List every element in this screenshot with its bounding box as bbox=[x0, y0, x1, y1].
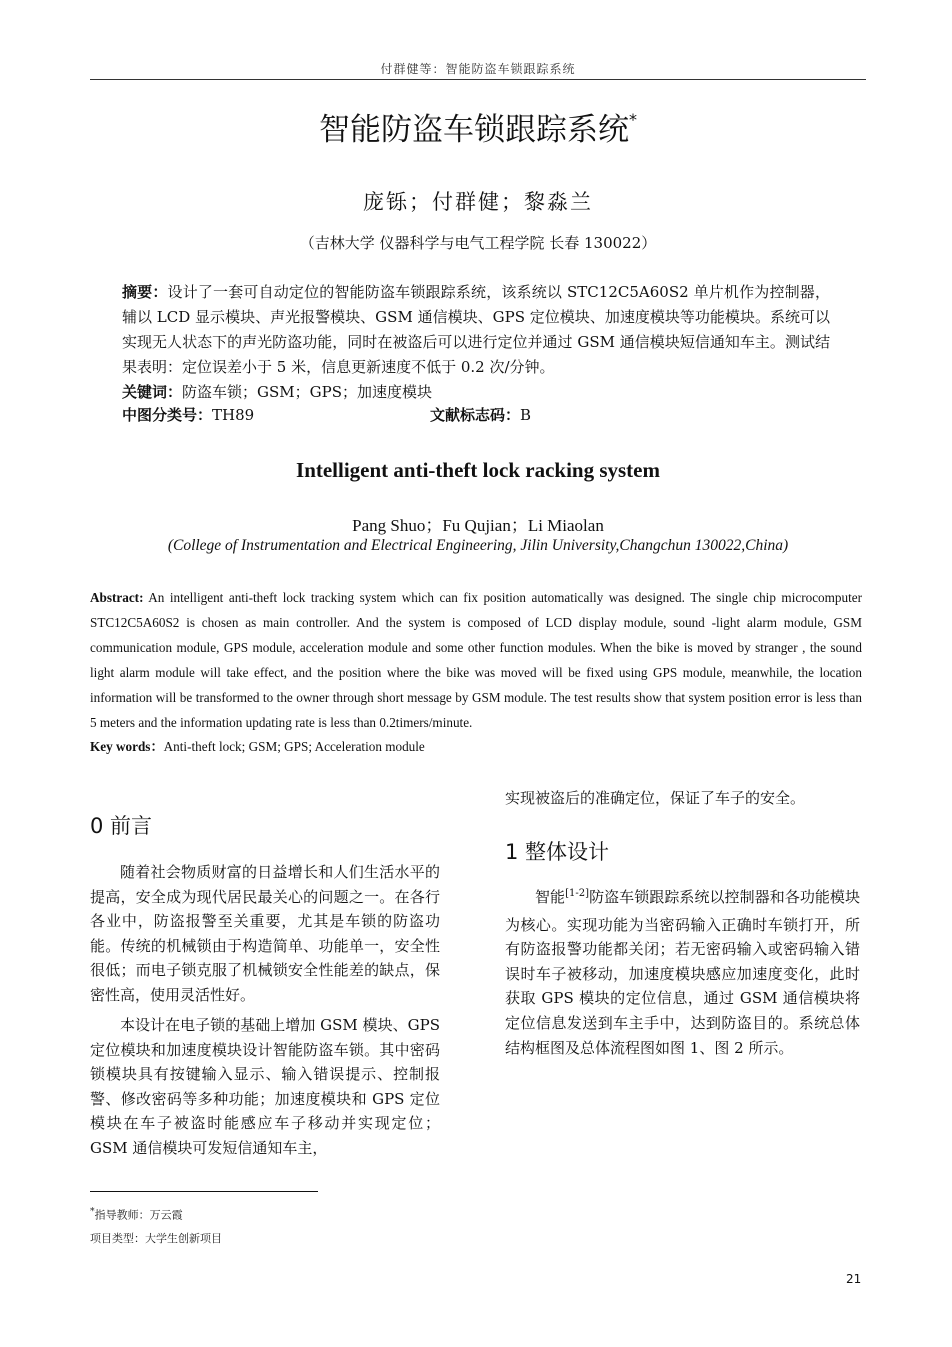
section-0-paragraph-1: 随着社会物质财富的日益增长和人们生活水平的提高，安全成为现代居民最关心的问题之一。在各行各业中，防盗报警至关重要，尤其是车锁的防盗功能。传统的机械锁由于构造简单、功能单一，安全性很低；而电子锁克服了机械锁安全性能差的缺点，保密性高，使用灵活性好。 bbox=[90, 863, 440, 1004]
page-number: 21 bbox=[846, 1272, 862, 1286]
section-0-paragraph-2: 本设计在电子锁的基础上增加 GSM 模块、GPS 定位模块和加速度模块设计智能防盗车锁。其中密码锁模块具有按键输入显示、输入错误提示、控制报警、修改密码等多种功能；加速度模块和 GPS 定位模块在车子被盗时能感应车子移动并实现定位；GSM 通信模块可发短信通知车主， bbox=[90, 1016, 440, 1157]
keywords-en-label: Key words： bbox=[90, 739, 164, 754]
doc-code-label: 文献标志码： bbox=[430, 406, 521, 424]
section-1-text-start: 智能 bbox=[535, 888, 566, 906]
doc-code bbox=[430, 404, 531, 425]
paper-title-cn-text: 智能防盗车锁跟踪系统 bbox=[319, 112, 629, 148]
section-1-heading: 1 整体设计 bbox=[505, 840, 610, 864]
abstract-cn bbox=[122, 280, 830, 405]
keywords-en bbox=[90, 736, 862, 755]
abstract-en bbox=[90, 585, 862, 735]
keywords-cn-text: 防盗车锁；GSM；GPS；加速度模块 bbox=[182, 383, 432, 401]
section-0-heading: 0 前言 bbox=[90, 814, 153, 838]
classification-value: TH89 bbox=[212, 406, 255, 424]
abstract-en-text: An intelligent anti-theft lock tracking system which can fix position automatically was designed. The single chip microcomputer STC12C5A60S2 is chosen as main controller. And the system is composed of LCD display module, sound -light alarm module, GSM communication module, GPS module, acceleration module and some other function modules. When the bike is moved by stranger , the sound light alarm module will take effect, and the position where the bike was moved will be fixed using GPS module, meanwhile, the location information will be transformed to the owner through short message by GSM module. The test results show that system position error is less than 5 meters and the information updating rate is less than 0.2timers/minute. bbox=[90, 590, 862, 730]
footnote bbox=[90, 1200, 222, 1250]
footnote-project: 项目类型：大学生创新项目 bbox=[90, 1231, 222, 1245]
section-1-text-rest: 防盗车锁跟踪系统以控制器和各功能模块为核心。实现功能为当密码输入正确时车锁打开，所有防盗报警功能都关闭；若无密码输入或密码输入错误时车子被移动，加速度模块感应加速度变化，此时获取 GPS 模块的定位信息，通过 GSM 通信模块将定位信息发送到车主手中，达到防盗目的。系统总体结构框图及总体流程图如图 1、图 2 所示。 bbox=[505, 888, 860, 1057]
keywords-en-text: Anti-theft lock; GSM; GPS; Acceleration module bbox=[163, 739, 425, 754]
classification bbox=[122, 406, 254, 424]
paper-title-cn bbox=[90, 104, 866, 149]
keywords-cn-label: 关键词： bbox=[122, 383, 183, 401]
citation-ref: [1-2] bbox=[565, 888, 590, 899]
footnote-advisor bbox=[90, 1200, 222, 1227]
authors-en: Pang Shuo；Fu Qujian；Li Miaolan bbox=[352, 516, 604, 535]
paper-title-en: Intelligent anti-theft lock racking system bbox=[296, 458, 660, 482]
title-footnote-mark: * bbox=[629, 109, 637, 129]
keywords-cn bbox=[122, 380, 830, 405]
abstract-cn-paragraph bbox=[122, 280, 830, 380]
footnote-advisor-text: 指导教师：万云霞 bbox=[94, 1208, 183, 1222]
section-1-paragraph-1 bbox=[505, 885, 860, 1060]
abstract-en-label: Abstract: bbox=[90, 590, 144, 605]
affiliation-cn: （吉林大学 仪器科学与电气工程学院 长春 130022） bbox=[299, 234, 657, 252]
doc-code-value: B bbox=[520, 406, 532, 424]
abstract-cn-label: 摘要： bbox=[122, 283, 168, 301]
running-header: 付群健等：智能防盗车锁跟踪系统 bbox=[380, 62, 576, 76]
classification-label: 中图分类号： bbox=[122, 406, 213, 424]
affiliation-en: (College of Instrumentation and Electrical Engineering, Jilin University,Changchun 130022,China) bbox=[167, 537, 789, 554]
footnote-mark: * bbox=[90, 1206, 95, 1217]
right-column-continuation: 实现被盗后的准确定位，保证了车子的安全。 bbox=[505, 789, 806, 807]
abstract-cn-text: 设计了一套可自动定位的智能防盗车锁跟踪系统，该系统以 STC12C5A60S2 单片机作为控制器，辅以 LCD 显示模块、声光报警模块、GSM 通信模块、GPS 定位模块、加速度模块等功能模块。系统可以实现无人状态下的声光防盗功能，同时在被盗后可以进行定位并通过 GSM 通信模块短信通知车主。测试结果表明：定位误差小于 5 米，信息更新速度不低于 0.2 次/分钟。 bbox=[122, 283, 830, 376]
authors-cn: 庞铄；付群健；黎淼兰 bbox=[363, 190, 593, 214]
footnote-rule bbox=[90, 1191, 318, 1192]
header-rule bbox=[90, 79, 866, 80]
classification-row bbox=[122, 404, 830, 425]
